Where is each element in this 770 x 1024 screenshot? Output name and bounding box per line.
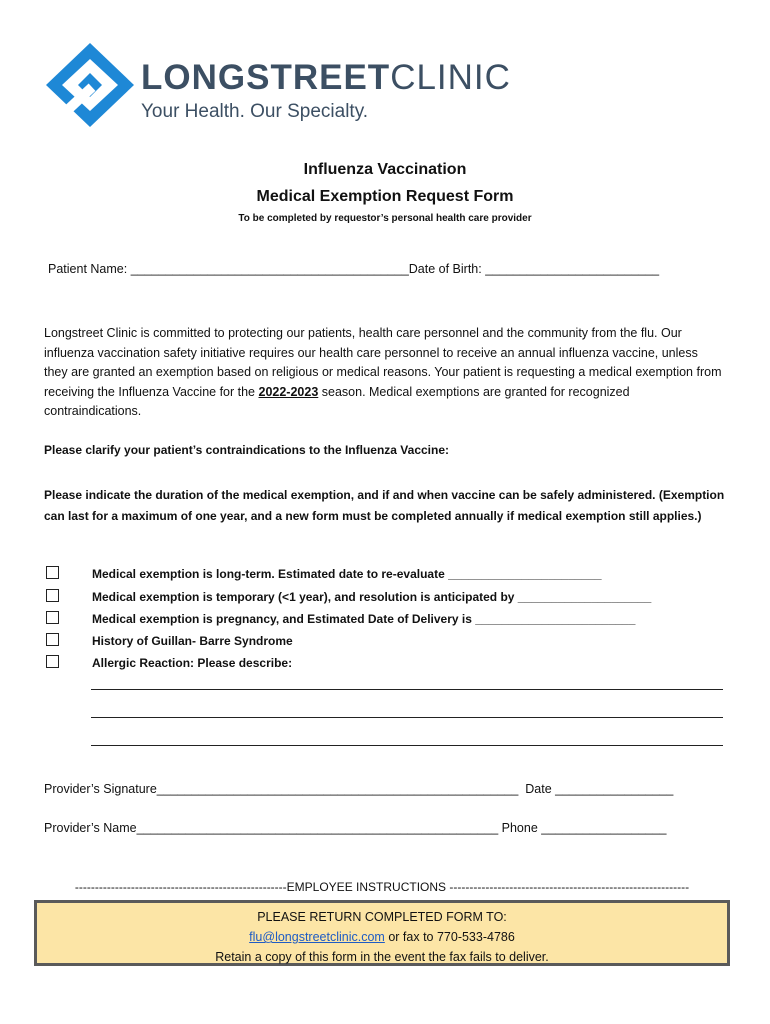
- dob-field[interactable]: _________________________: [485, 262, 660, 276]
- checkbox[interactable]: [46, 655, 59, 668]
- signature-field[interactable]: ____________________________________________________: [156, 782, 519, 796]
- clinic-name: LONGSTREETCLINIC: [141, 58, 511, 97]
- clinic-logo-icon: [44, 43, 134, 127]
- clinic-tagline: Your Health. Our Specialty.: [141, 101, 369, 122]
- checkbox[interactable]: [46, 633, 59, 646]
- describe-line[interactable]: [91, 717, 723, 718]
- return-notice-box: PLEASE RETURN COMPLETED FORM TO: flu@longstreetclinic.com or fax to 770-533-4786 Retain a copy of this form in the event the fax fails to deliver.: [34, 900, 730, 966]
- option-temporary: Medical exemption is temporary (<1 year), and resolution is anticipated by ____________________: [46, 589, 651, 604]
- option-allergic-reaction: Allergic Reaction: Please describe:: [46, 655, 292, 670]
- checkbox[interactable]: [46, 566, 59, 579]
- checkbox[interactable]: [46, 611, 59, 624]
- form-title: Influenza Vaccination: [303, 161, 467, 178]
- email-link[interactable]: flu@longstreetclinic.com: [249, 930, 385, 944]
- date-label: Date: [525, 782, 552, 796]
- option-pregnancy: Medical exemption is pregnancy, and Estimated Date of Delivery is ________________________: [46, 611, 635, 626]
- option-guillain-barre: History of Guillan- Barre Syndrome: [46, 633, 293, 648]
- describe-line[interactable]: [91, 745, 723, 746]
- describe-line[interactable]: [91, 689, 723, 690]
- form-subtitle: Medical Exemption Request Form: [256, 188, 514, 205]
- patient-name-label: Patient Name:: [48, 262, 128, 276]
- form-note: To be completed by requestor’s personal health care provider: [238, 213, 532, 224]
- provider-name-field[interactable]: ____________________________________________________: [136, 821, 499, 835]
- clarify-heading: Please clarify your patient’s contraindications to the Influenza Vaccine:: [44, 443, 449, 457]
- dob-label: Date of Birth:: [408, 262, 482, 276]
- patient-info-line: [48, 262, 659, 276]
- employee-instructions-header: -----------------------------------------------------EMPLOYEE INSTRUCTIONS ------------------------------------------------------------: [74, 880, 690, 894]
- phone-field[interactable]: __________________: [541, 821, 667, 835]
- intro-paragraph: Longstreet Clinic is committed to protecting our patients, health care personnel and the community from the flu. Our influenza vaccination safety initiative requires our health care personnel to receive an annual influenza vaccine, unless they are granted an exemption based on religious or medical reasons. Your patient is requesting a medical exemption from receiving the Influenza Vaccine for the 2022-2023 season. Medical exemptions are granted for recognized contraindications.: [44, 326, 722, 418]
- duration-instructions: Please indicate the duration of the medical exemption, and if and when vaccine can be safely administered. (Exemption can last for a maximum of one year, and a new form must be completed annually if medical exemption still applies.): [44, 488, 725, 523]
- option-long-term: Medical exemption is long-term. Estimated date to re-evaluate _______________________: [46, 566, 602, 581]
- provider-name-line: Provider’s Name____________________________________________________ Phone __________________: [44, 821, 667, 835]
- phone-label: Phone: [501, 821, 538, 835]
- date-field[interactable]: _________________: [555, 782, 674, 796]
- season-year: 2022-2023: [258, 384, 319, 399]
- patient-name-field[interactable]: ________________________________________: [130, 262, 409, 276]
- checkbox[interactable]: [46, 589, 59, 602]
- provider-signature-line: Provider’s Signature____________________________________________________ Date _________________: [44, 782, 674, 796]
